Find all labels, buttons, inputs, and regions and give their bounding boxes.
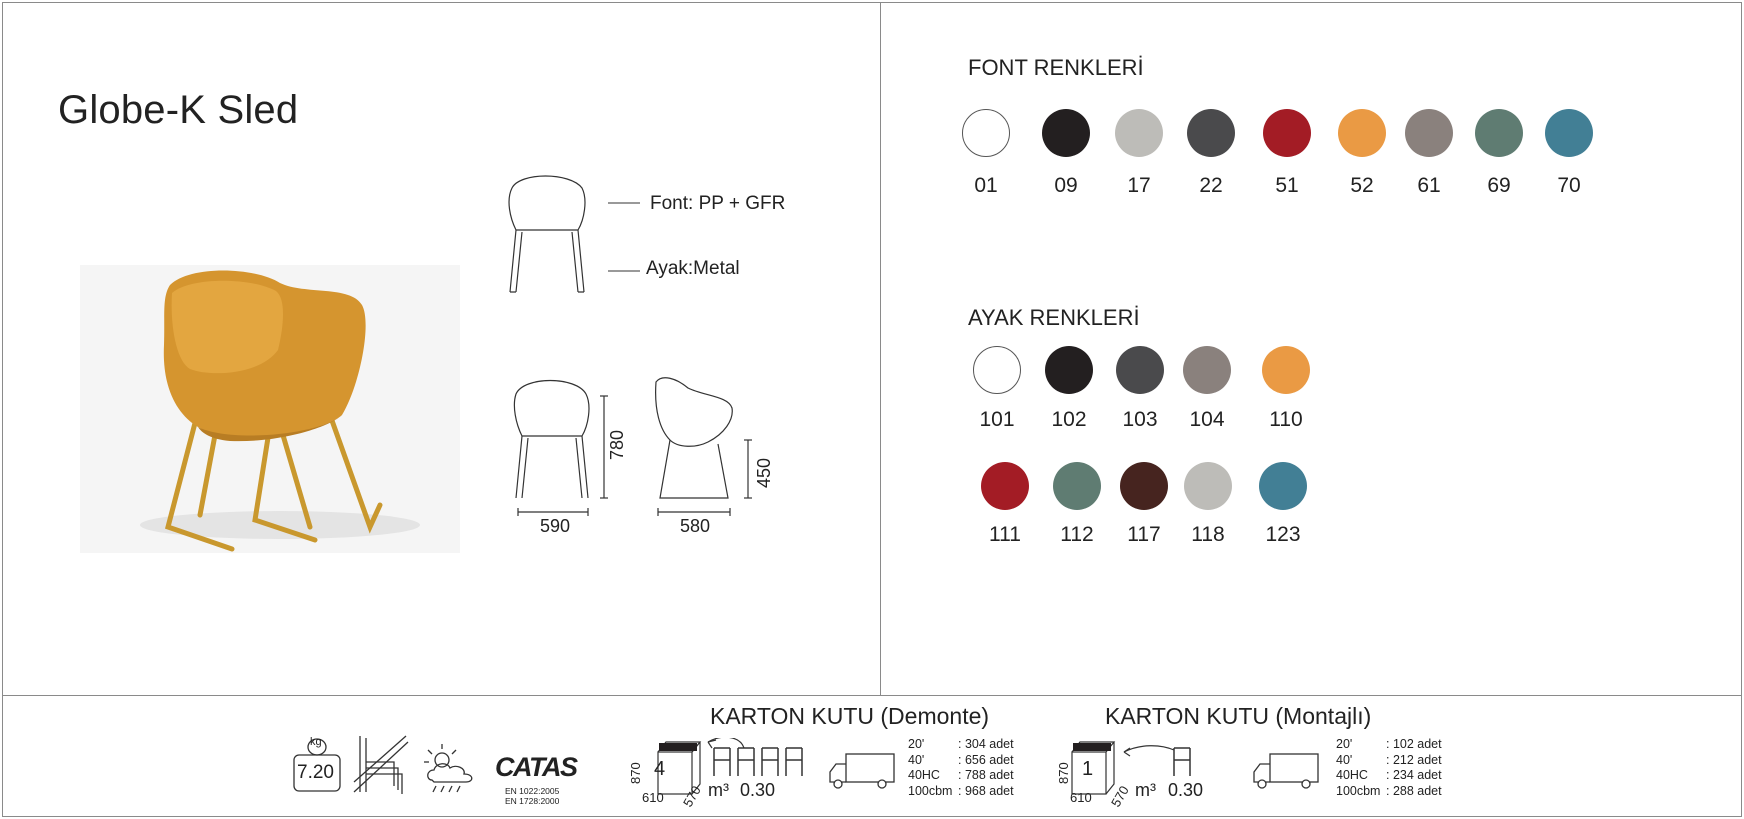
demonte-shipping-qty-3: : 968 adet [958, 783, 1014, 798]
demonte-box-depth: 570 [680, 783, 704, 810]
font-color-code-52: 52 [1350, 174, 1374, 197]
demonte-shipping-qty-0: : 304 adet [958, 737, 1014, 751]
dim-width-front: 590 [540, 516, 571, 536]
product-photo [80, 265, 460, 553]
dim-width-side: 580 [680, 516, 711, 536]
leg-color-code-103: 103 [1122, 408, 1158, 431]
font-color-code-69: 69 [1487, 174, 1511, 197]
font-color-swatch-01 [962, 109, 1010, 157]
montajli-box-width: 610 [1070, 790, 1092, 805]
spec-leg: Ayak:Metal [646, 258, 740, 279]
montajli-box-height: 870 [1056, 762, 1071, 784]
chair-front-dimension-drawing [508, 374, 668, 524]
montajli-title: KARTON KUTU (Montajlı) [1105, 703, 1372, 729]
font-color-swatch-09 [1042, 109, 1090, 157]
font-color-code-09: 09 [1054, 174, 1078, 197]
leg-color-swatch-118 [1184, 462, 1232, 510]
catas-standard-1: EN 1022:2005 [505, 786, 560, 796]
demonte-title: KARTON KUTU (Demonte) [710, 703, 990, 729]
leg-color-code-104: 104 [1189, 408, 1225, 431]
font-color-code-01: 01 [974, 174, 998, 197]
leg-color-swatch-104 [1183, 346, 1231, 394]
chair-side-dimension-drawing [648, 374, 778, 524]
demonte-shipping-container-0: 20' [908, 737, 925, 751]
leg-color-code-112: 112 [1060, 523, 1094, 546]
montajli-volume-label: m³ [1135, 780, 1156, 800]
leg-color-code-118: 118 [1191, 523, 1225, 546]
weather-icon [418, 742, 482, 796]
montajli-volume: 0.30 [1168, 780, 1204, 800]
font-color-swatch-17 [1115, 109, 1163, 157]
demonte-shipping-container-2: 40HC [908, 768, 940, 782]
montajli-truck-icon [1250, 750, 1320, 792]
demonte-volume-label: m³ [708, 780, 729, 800]
leg-color-code-111: 111 [989, 523, 1021, 546]
demonte-box-height: 870 [628, 762, 643, 784]
leg-color-code-102: 102 [1051, 408, 1087, 431]
dim-height: 780 [607, 429, 627, 460]
spec-leader-lines [606, 192, 642, 282]
leg-color-swatch-110 [1262, 346, 1310, 394]
catas-standard-2: EN 1728:2000 [505, 796, 560, 806]
font-color-swatch-61 [1405, 109, 1453, 157]
font-color-swatch-22 [1187, 109, 1235, 157]
font-color-swatch-51 [1263, 109, 1311, 157]
leg-color-swatch-111 [981, 462, 1029, 510]
demonte-shipping-container-1: 40' [908, 752, 925, 767]
leg-color-swatch-117 [1120, 462, 1168, 510]
montajli-shipping-qty-0: : 102 adet [1386, 737, 1442, 751]
montajli-shipping-container-0: 20' [1336, 737, 1353, 751]
chair-front-drawing [500, 170, 600, 300]
font-color-code-70: 70 [1557, 174, 1581, 197]
font-color-swatch-70 [1545, 109, 1593, 157]
montajli-shipping-qty-1: : 212 adet [1386, 752, 1442, 767]
leg-color-swatch-112 [1053, 462, 1101, 510]
font-colors-title: FONT RENKLERİ [968, 55, 1144, 80]
montajli-shipping-container-3: 100cbm [1336, 783, 1381, 798]
demonte-volume: 0.30 [740, 780, 776, 800]
montajli-shipping-qty-3: : 288 adet [1386, 783, 1442, 798]
leg-colors-title: AYAK RENKLERİ [968, 305, 1140, 330]
leg-color-code-123: 123 [1265, 523, 1301, 546]
demonte-shipping-qty-2: : 788 adet [958, 768, 1014, 782]
montajli-box-depth: 570 [1108, 783, 1132, 810]
font-color-swatch-52 [1338, 109, 1386, 157]
weight-value: 7.20 [297, 762, 334, 783]
demonte-box-count: 4 [654, 758, 666, 780]
leg-color-swatch-102 [1045, 346, 1093, 394]
font-color-swatch-69 [1475, 109, 1523, 157]
font-color-code-51: 51 [1275, 174, 1299, 197]
demonte-box-width: 610 [642, 790, 664, 805]
leg-color-code-101: 101 [979, 408, 1015, 431]
dim-seat-height: 450 [754, 457, 774, 488]
leg-color-code-117: 117 [1127, 523, 1161, 546]
product-title: Globe-K Sled [58, 88, 299, 132]
stackable-icon [352, 734, 410, 796]
leg-color-swatch-103 [1116, 346, 1164, 394]
catas-logo: CATAS [495, 752, 577, 782]
montajli-shipping-container-2: 40HC [1336, 768, 1368, 782]
leg-color-code-110: 110 [1269, 408, 1303, 431]
spec-font: Font: PP + GFR [650, 193, 786, 214]
leg-color-swatch-101 [973, 346, 1021, 394]
demonte-truck-icon [826, 750, 896, 792]
montajli-shipping-qty-2: : 234 adet [1386, 768, 1442, 782]
weight-unit: kg [310, 736, 322, 748]
font-color-code-61: 61 [1417, 174, 1441, 197]
font-color-code-22: 22 [1199, 174, 1223, 197]
demonte-shipping-qty-1: : 656 adet [958, 752, 1014, 767]
montajli-box-count: 1 [1082, 758, 1094, 780]
leg-color-swatch-123 [1259, 462, 1307, 510]
demonte-shipping-container-3: 100cbm [908, 783, 953, 798]
montajli-shipping-container-1: 40' [1336, 752, 1353, 767]
font-color-code-17: 17 [1127, 174, 1151, 197]
